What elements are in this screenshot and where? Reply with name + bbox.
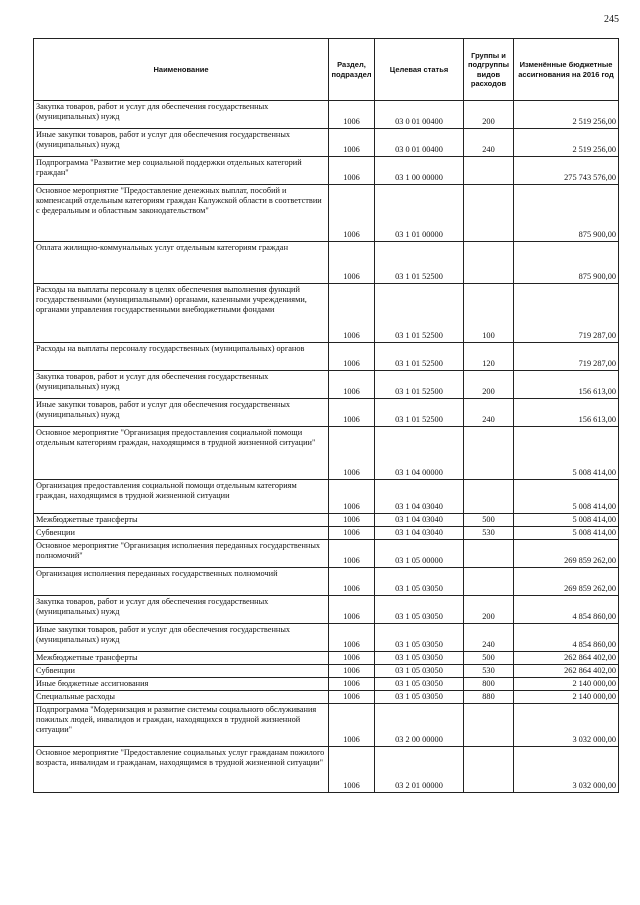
header-group: Группы и подгруппы видов расходов bbox=[464, 39, 514, 101]
row-amount: 269 859 262,00 bbox=[514, 540, 619, 568]
header-row bbox=[34, 39, 619, 101]
table-row bbox=[34, 652, 619, 665]
row-group: 530 bbox=[464, 665, 514, 678]
row-group: 800 bbox=[464, 678, 514, 691]
table-row bbox=[34, 568, 619, 596]
row-group: 240 bbox=[464, 399, 514, 427]
table-row bbox=[34, 427, 619, 480]
row-section: 1006 bbox=[329, 665, 375, 678]
row-section: 1006 bbox=[329, 704, 375, 747]
row-group bbox=[464, 185, 514, 242]
row-group: 880 bbox=[464, 691, 514, 704]
header-section: Раздел, подраздел bbox=[329, 39, 375, 101]
row-amount: 275 743 576,00 bbox=[514, 157, 619, 185]
row-section: 1006 bbox=[329, 678, 375, 691]
row-section: 1006 bbox=[329, 343, 375, 371]
table-row bbox=[34, 514, 619, 527]
row-target: 03 1 05 03050 bbox=[375, 568, 464, 596]
row-section: 1006 bbox=[329, 371, 375, 399]
table-row bbox=[34, 399, 619, 427]
row-target: 03 2 00 00000 bbox=[375, 704, 464, 747]
row-name: Иные закупки товаров, работ и услуг для обеспечения государственных (муниципальных) нужд bbox=[34, 399, 329, 427]
table-row bbox=[34, 101, 619, 129]
page-number: 245 bbox=[604, 14, 619, 25]
row-target: 03 1 01 52500 bbox=[375, 371, 464, 399]
row-group: 240 bbox=[464, 129, 514, 157]
row-amount: 719 287,00 bbox=[514, 284, 619, 343]
row-group bbox=[464, 242, 514, 284]
row-amount: 5 008 414,00 bbox=[514, 427, 619, 480]
row-name: Иные бюджетные ассигнования bbox=[34, 678, 329, 691]
table-row bbox=[34, 624, 619, 652]
row-section: 1006 bbox=[329, 480, 375, 514]
header-name: Наименование bbox=[34, 39, 329, 101]
row-target: 03 1 01 00000 bbox=[375, 185, 464, 242]
row-group bbox=[464, 480, 514, 514]
table-row bbox=[34, 371, 619, 399]
row-section: 1006 bbox=[329, 747, 375, 793]
row-name: Закупка товаров, работ и услуг для обеспечения государственных (муниципальных) нужд bbox=[34, 371, 329, 399]
row-amount: 5 008 414,00 bbox=[514, 480, 619, 514]
row-section: 1006 bbox=[329, 540, 375, 568]
header-amount: Изменённые бюджетные ассигнования на 2016 год bbox=[514, 39, 619, 101]
row-amount: 262 864 402,00 bbox=[514, 665, 619, 678]
row-amount: 269 859 262,00 bbox=[514, 568, 619, 596]
row-amount: 4 854 860,00 bbox=[514, 596, 619, 624]
row-amount: 156 613,00 bbox=[514, 371, 619, 399]
row-name: Расходы на выплаты персоналу в целях обеспечения выполнения функций государственными (муниципальными) органами, казенными учреждениями, органами управления государственными внебюджетными фондами bbox=[34, 284, 329, 343]
row-name: Подпрограмма "Развитие мер социальной поддержки отдельных категорий граждан" bbox=[34, 157, 329, 185]
row-target: 03 1 05 03050 bbox=[375, 665, 464, 678]
row-amount: 5 008 414,00 bbox=[514, 514, 619, 527]
row-target: 03 1 04 03040 bbox=[375, 480, 464, 514]
row-section: 1006 bbox=[329, 185, 375, 242]
row-group: 200 bbox=[464, 596, 514, 624]
row-name: Основное мероприятие "Предоставление денежных выплат, пособий и компенсаций отдельным категориям граждан Калужской области в соответствии с федеральным и областным законодательством" bbox=[34, 185, 329, 242]
row-amount: 2 140 000,00 bbox=[514, 678, 619, 691]
row-amount: 2 519 256,00 bbox=[514, 129, 619, 157]
row-name: Основное мероприятие "Предоставление социальных услуг гражданам пожилого возраста, инвалидам и гражданам, находящимся в трудной жизненной ситуации" bbox=[34, 747, 329, 793]
row-section: 1006 bbox=[329, 624, 375, 652]
row-target: 03 1 04 03040 bbox=[375, 527, 464, 540]
row-group: 200 bbox=[464, 371, 514, 399]
row-name: Оплата жилищно-коммунальных услуг отдельным категориям граждан bbox=[34, 242, 329, 284]
row-name: Основное мероприятие "Организация предоставления социальной помощи отдельным категориям граждан, находящимся в трудной жизненной ситуации" bbox=[34, 427, 329, 480]
row-group bbox=[464, 157, 514, 185]
row-target: 03 1 01 52500 bbox=[375, 242, 464, 284]
row-amount: 5 008 414,00 bbox=[514, 527, 619, 540]
row-group: 530 bbox=[464, 527, 514, 540]
row-amount: 156 613,00 bbox=[514, 399, 619, 427]
row-target: 03 2 01 00000 bbox=[375, 747, 464, 793]
budget-table bbox=[33, 38, 619, 793]
row-group: 500 bbox=[464, 652, 514, 665]
row-group: 500 bbox=[464, 514, 514, 527]
row-name: Специальные расходы bbox=[34, 691, 329, 704]
row-section: 1006 bbox=[329, 596, 375, 624]
row-target: 03 1 01 52500 bbox=[375, 343, 464, 371]
row-amount: 2 140 000,00 bbox=[514, 691, 619, 704]
row-target: 03 1 01 52500 bbox=[375, 399, 464, 427]
table-row bbox=[34, 678, 619, 691]
table-row bbox=[34, 284, 619, 343]
row-name: Межбюджетные трансферты bbox=[34, 652, 329, 665]
row-amount: 719 287,00 bbox=[514, 343, 619, 371]
row-section: 1006 bbox=[329, 427, 375, 480]
table-row bbox=[34, 704, 619, 747]
row-amount: 875 900,00 bbox=[514, 185, 619, 242]
row-section: 1006 bbox=[329, 652, 375, 665]
row-section: 1006 bbox=[329, 514, 375, 527]
table-row bbox=[34, 540, 619, 568]
row-amount: 875 900,00 bbox=[514, 242, 619, 284]
row-section: 1006 bbox=[329, 399, 375, 427]
row-target: 03 1 04 03040 bbox=[375, 514, 464, 527]
row-group bbox=[464, 747, 514, 793]
table-row bbox=[34, 691, 619, 704]
table-row bbox=[34, 665, 619, 678]
row-name: Иные закупки товаров, работ и услуг для обеспечения государственных (муниципальных) нужд bbox=[34, 129, 329, 157]
row-group bbox=[464, 427, 514, 480]
row-section: 1006 bbox=[329, 242, 375, 284]
row-name: Иные закупки товаров, работ и услуг для обеспечения государственных (муниципальных) нужд bbox=[34, 624, 329, 652]
row-amount: 2 519 256,00 bbox=[514, 101, 619, 129]
row-target: 03 1 05 03050 bbox=[375, 652, 464, 665]
row-group: 100 bbox=[464, 284, 514, 343]
row-group bbox=[464, 568, 514, 596]
table-row bbox=[34, 480, 619, 514]
row-target: 03 0 01 00400 bbox=[375, 101, 464, 129]
table-row bbox=[34, 185, 619, 242]
row-name: Расходы на выплаты персоналу государственных (муниципальных) органов bbox=[34, 343, 329, 371]
table-row bbox=[34, 527, 619, 540]
row-name: Основное мероприятие "Организация исполнения переданных государственных полномочий" bbox=[34, 540, 329, 568]
row-amount: 3 032 000,00 bbox=[514, 704, 619, 747]
row-group: 200 bbox=[464, 101, 514, 129]
table-row bbox=[34, 157, 619, 185]
row-target: 03 1 05 03050 bbox=[375, 691, 464, 704]
row-section: 1006 bbox=[329, 527, 375, 540]
row-target: 03 1 05 03050 bbox=[375, 678, 464, 691]
row-section: 1006 bbox=[329, 157, 375, 185]
table-row bbox=[34, 343, 619, 371]
row-target: 03 1 01 52500 bbox=[375, 284, 464, 343]
row-name: Подпрограмма "Модернизация и развитие системы социального обслуживания пожилых людей, инвалидов и граждан, находящихся в трудной жизненной ситуации" bbox=[34, 704, 329, 747]
row-target: 03 1 00 00000 bbox=[375, 157, 464, 185]
row-amount: 3 032 000,00 bbox=[514, 747, 619, 793]
row-target: 03 1 05 03050 bbox=[375, 596, 464, 624]
row-target: 03 1 05 00000 bbox=[375, 540, 464, 568]
row-name: Субвенции bbox=[34, 527, 329, 540]
row-name: Межбюджетные трансферты bbox=[34, 514, 329, 527]
row-section: 1006 bbox=[329, 101, 375, 129]
row-target: 03 1 05 03050 bbox=[375, 624, 464, 652]
row-section: 1006 bbox=[329, 129, 375, 157]
table-row bbox=[34, 747, 619, 793]
row-group bbox=[464, 540, 514, 568]
row-name: Закупка товаров, работ и услуг для обеспечения государственных (муниципальных) нужд bbox=[34, 596, 329, 624]
table-row bbox=[34, 242, 619, 284]
row-group: 120 bbox=[464, 343, 514, 371]
table-row bbox=[34, 129, 619, 157]
row-group bbox=[464, 704, 514, 747]
row-group: 240 bbox=[464, 624, 514, 652]
header-target: Целевая статья bbox=[375, 39, 464, 101]
table-row bbox=[34, 596, 619, 624]
row-name: Организация исполнения переданных государственных полномочий bbox=[34, 568, 329, 596]
row-name: Субвенции bbox=[34, 665, 329, 678]
row-amount: 262 864 402,00 bbox=[514, 652, 619, 665]
row-section: 1006 bbox=[329, 568, 375, 596]
row-name: Закупка товаров, работ и услуг для обеспечения государственных (муниципальных) нужд bbox=[34, 101, 329, 129]
row-target: 03 0 01 00400 bbox=[375, 129, 464, 157]
row-name: Организация предоставления социальной помощи отдельным категориям граждан, находящимся в трудной жизненной ситуации bbox=[34, 480, 329, 514]
row-amount: 4 854 860,00 bbox=[514, 624, 619, 652]
row-section: 1006 bbox=[329, 691, 375, 704]
row-section: 1006 bbox=[329, 284, 375, 343]
row-target: 03 1 04 00000 bbox=[375, 427, 464, 480]
